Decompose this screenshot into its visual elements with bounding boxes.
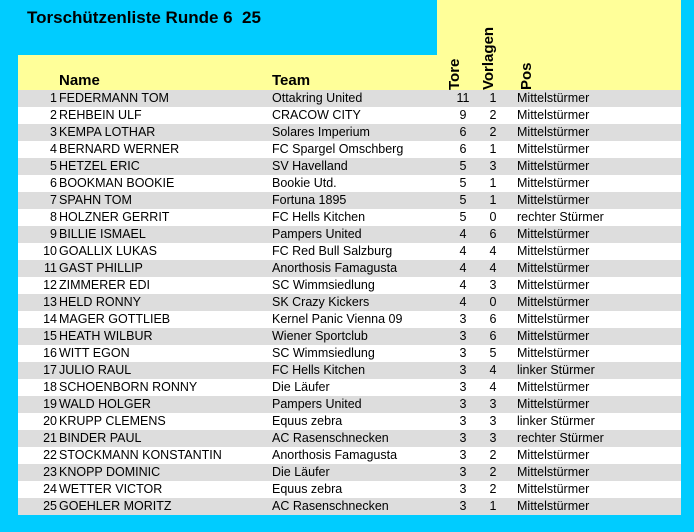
cell-team: Solares Imperium [272, 125, 370, 139]
cell-pos: Mittelstürmer [517, 125, 590, 139]
cell-rank: 13 [43, 295, 57, 309]
cell-tore: 3 [459, 363, 467, 377]
cell-tore: 3 [459, 482, 467, 496]
cell-team: AC Rasenschnecken [272, 431, 389, 445]
table-row [18, 413, 681, 430]
cell-name: BOOKMAN BOOKIE [59, 176, 175, 190]
cell-pos: Mittelstürmer [517, 482, 590, 496]
table-row [18, 311, 681, 328]
table-row [18, 192, 681, 209]
table-row [18, 175, 681, 192]
cell-rank: 3 [50, 125, 57, 139]
column-header-pos: Pos [518, 62, 535, 90]
cell-tore: 5 [459, 159, 467, 173]
cell-team: SC Wimmsiedlung [272, 346, 375, 360]
cell-team: Kernel Panic Vienna 09 [272, 312, 403, 326]
table-row [18, 430, 681, 447]
cell-rank: 22 [43, 448, 57, 462]
cell-team: AC Rasenschnecken [272, 499, 389, 513]
table-row [18, 243, 681, 260]
cell-tore: 3 [459, 448, 467, 462]
cell-team: Anorthosis Famagusta [272, 448, 398, 462]
cell-tore: 5 [459, 210, 467, 224]
cell-pos: Mittelstürmer [517, 159, 590, 173]
cell-tore: 3 [459, 397, 467, 411]
cell-name: HOLZNER GERRIT [59, 210, 170, 224]
cell-rank: 25 [43, 499, 57, 513]
cell-name: STOCKMANN KONSTANTIN [59, 448, 222, 462]
cell-tore: 9 [459, 108, 467, 122]
cell-vorlagen: 3 [489, 397, 497, 411]
table-row [18, 498, 681, 515]
cell-name: SPAHN TOM [59, 193, 132, 207]
cell-team: SC Wimmsiedlung [272, 278, 375, 292]
table-row [18, 260, 681, 277]
cell-vorlagen: 3 [489, 278, 497, 292]
table-row [18, 158, 681, 175]
cell-team: Ottakring United [272, 91, 363, 105]
table-row [18, 464, 681, 481]
cell-rank: 5 [50, 159, 57, 173]
cell-rank: 15 [43, 329, 57, 343]
cell-pos: Mittelstürmer [517, 278, 590, 292]
cell-name: WITT EGON [59, 346, 130, 360]
cell-rank: 11 [44, 261, 57, 275]
cell-team: Equus zebra [272, 482, 343, 496]
table-row [18, 226, 681, 243]
cell-tore: 4 [459, 278, 467, 292]
cell-name: BILLIE ISMAEL [59, 227, 146, 241]
table-row [18, 362, 681, 379]
cell-vorlagen: 2 [489, 125, 497, 139]
cell-team: Anorthosis Famagusta [272, 261, 398, 275]
cell-pos: Mittelstürmer [517, 448, 590, 462]
cell-team: Fortuna 1895 [272, 193, 347, 207]
cell-rank: 2 [50, 108, 57, 122]
cell-rank: 6 [50, 176, 57, 190]
cell-team: FC Hells Kitchen [272, 210, 366, 224]
cell-team: SV Havelland [272, 159, 348, 173]
cell-vorlagen: 2 [489, 108, 497, 122]
cell-vorlagen: 1 [489, 193, 497, 207]
cell-rank: 19 [43, 397, 57, 411]
cell-tore: 3 [459, 329, 467, 343]
cell-name: GOALLIX LUKAS [59, 244, 157, 258]
cell-name: BERNARD WERNER [59, 142, 180, 156]
cell-vorlagen: 1 [489, 499, 497, 513]
table-row [18, 328, 681, 345]
cell-pos: Mittelstürmer [517, 108, 590, 122]
table-row [18, 294, 681, 311]
cell-vorlagen: 2 [489, 465, 497, 479]
cell-team: FC Spargel Omschberg [272, 142, 404, 156]
cell-name: KNOPP DOMINIC [59, 465, 161, 479]
cell-team: Bookie Utd. [272, 176, 337, 190]
cell-name: HETZEL ERIC [59, 159, 140, 173]
cell-name: HELD RONNY [59, 295, 141, 309]
cell-vorlagen: 6 [489, 227, 497, 241]
cell-vorlagen: 4 [489, 244, 497, 258]
cell-team: Die Läufer [272, 380, 330, 394]
cell-name: KRUPP CLEMENS [59, 414, 166, 428]
cell-pos: Mittelstürmer [517, 499, 590, 513]
cell-pos: Mittelstürmer [517, 142, 590, 156]
cell-name: WALD HOLGER [59, 397, 151, 411]
cell-pos: Mittelstürmer [517, 227, 590, 241]
cell-name: ZIMMERER EDI [59, 278, 150, 292]
cell-name: HEATH WILBUR [59, 329, 153, 343]
column-header-team: Team [272, 72, 311, 89]
cell-rank: 23 [43, 465, 57, 479]
cell-pos: Mittelstürmer [517, 91, 590, 105]
cell-rank: 14 [43, 312, 57, 326]
cell-tore: 3 [459, 312, 467, 326]
cell-vorlagen: 4 [489, 380, 497, 394]
cell-rank: 4 [50, 142, 57, 156]
cell-pos: rechter Stürmer [517, 210, 604, 224]
table-row [18, 107, 681, 124]
cell-rank: 10 [43, 244, 57, 258]
cell-name: SCHOENBORN RONNY [59, 380, 198, 394]
cell-name: BINDER PAUL [59, 431, 142, 445]
cell-vorlagen: 2 [489, 448, 497, 462]
cell-rank: 21 [43, 431, 57, 445]
cell-pos: rechter Stürmer [517, 431, 604, 445]
cell-pos: Mittelstürmer [517, 380, 590, 394]
table-row [18, 124, 681, 141]
cell-rank: 1 [50, 91, 57, 105]
cell-rank: 16 [43, 346, 57, 360]
cell-rank: 17 [43, 363, 57, 377]
table-row [18, 277, 681, 294]
cell-vorlagen: 0 [489, 295, 497, 309]
page-title: Torschützenliste Runde 6 25 [27, 8, 261, 27]
cell-tore: 5 [459, 193, 467, 207]
cell-pos: Mittelstürmer [517, 329, 590, 343]
cell-tore: 3 [459, 380, 467, 394]
cell-vorlagen: 4 [489, 363, 497, 377]
cell-name: GAST PHILLIP [59, 261, 143, 275]
cell-tore: 4 [459, 261, 467, 275]
cell-tore: 3 [459, 346, 467, 360]
cell-rank: 7 [50, 193, 57, 207]
cell-vorlagen: 1 [489, 142, 497, 156]
cell-rank: 24 [43, 482, 57, 496]
column-header-vorlagen: Vorlagen [480, 26, 497, 90]
cell-team: Die Läufer [272, 465, 330, 479]
cell-team: Wiener Sportclub [272, 329, 368, 343]
cell-tore: 3 [459, 465, 467, 479]
cell-pos: Mittelstürmer [517, 244, 590, 258]
cell-tore: 4 [459, 227, 467, 241]
cell-pos: Mittelstürmer [517, 397, 590, 411]
table-row [18, 379, 681, 396]
cell-pos: Mittelstürmer [517, 295, 590, 309]
cell-pos: Mittelstürmer [517, 261, 590, 275]
cell-pos: Mittelstürmer [517, 193, 590, 207]
cell-pos: Mittelstürmer [517, 312, 590, 326]
cell-pos: Mittelstürmer [517, 465, 590, 479]
cell-pos: linker Stürmer [517, 414, 595, 428]
cell-tore: 5 [459, 176, 467, 190]
cell-vorlagen: 6 [489, 312, 497, 326]
cell-vorlagen: 1 [489, 91, 497, 105]
cell-rank: 18 [43, 380, 57, 394]
cell-tore: 11 [456, 91, 470, 105]
cell-vorlagen: 3 [489, 431, 497, 445]
cell-team: SK Crazy Kickers [272, 295, 370, 309]
cell-tore: 4 [459, 295, 467, 309]
cell-name: JULIO RAUL [59, 363, 132, 377]
cell-vorlagen: 0 [489, 210, 497, 224]
table-row [18, 141, 681, 158]
cell-tore: 3 [459, 414, 467, 428]
cell-team: FC Red Bull Salzburg [272, 244, 393, 258]
cell-team: CRACOW CITY [272, 108, 361, 122]
cell-vorlagen: 2 [489, 482, 497, 496]
cell-tore: 6 [459, 142, 467, 156]
table-row [18, 345, 681, 362]
table-row [18, 447, 681, 464]
cell-tore: 4 [459, 244, 467, 258]
table-header [18, 55, 681, 90]
cell-name: FEDERMANN TOM [59, 91, 169, 105]
cell-team: FC Hells Kitchen [272, 363, 366, 377]
scorer-table [18, 90, 681, 515]
column-header-name: Name [59, 72, 100, 89]
cell-vorlagen: 6 [489, 329, 497, 343]
table-row [18, 209, 681, 226]
table-row [18, 90, 681, 107]
cell-team: Pampers United [272, 397, 362, 411]
cell-rank: 8 [50, 210, 57, 224]
cell-name: KEMPA LOTHAR [59, 125, 156, 139]
cell-rank: 20 [43, 414, 57, 428]
cell-vorlagen: 1 [489, 176, 497, 190]
cell-pos: linker Stürmer [517, 363, 595, 377]
table-row [18, 481, 681, 498]
cell-vorlagen: 3 [489, 159, 497, 173]
cell-tore: 3 [459, 431, 467, 445]
cell-tore: 3 [459, 499, 467, 513]
cell-vorlagen: 4 [489, 261, 497, 275]
cell-team: Equus zebra [272, 414, 343, 428]
cell-rank: 9 [50, 227, 57, 241]
header-block [437, 0, 681, 55]
cell-name: MAGER GOTTLIEB [59, 312, 171, 326]
cell-tore: 6 [459, 125, 467, 139]
cell-team: Pampers United [272, 227, 362, 241]
cell-vorlagen: 3 [489, 414, 497, 428]
cell-rank: 12 [43, 278, 57, 292]
cell-pos: Mittelstürmer [517, 176, 590, 190]
cell-name: GOEHLER MORITZ [59, 499, 172, 513]
cell-name: WETTER VICTOR [59, 482, 163, 496]
table-row [18, 396, 681, 413]
cell-name: REHBEIN ULF [59, 108, 142, 122]
column-header-tore: Tore [446, 58, 463, 90]
cell-vorlagen: 5 [489, 346, 497, 360]
cell-pos: Mittelstürmer [517, 346, 590, 360]
